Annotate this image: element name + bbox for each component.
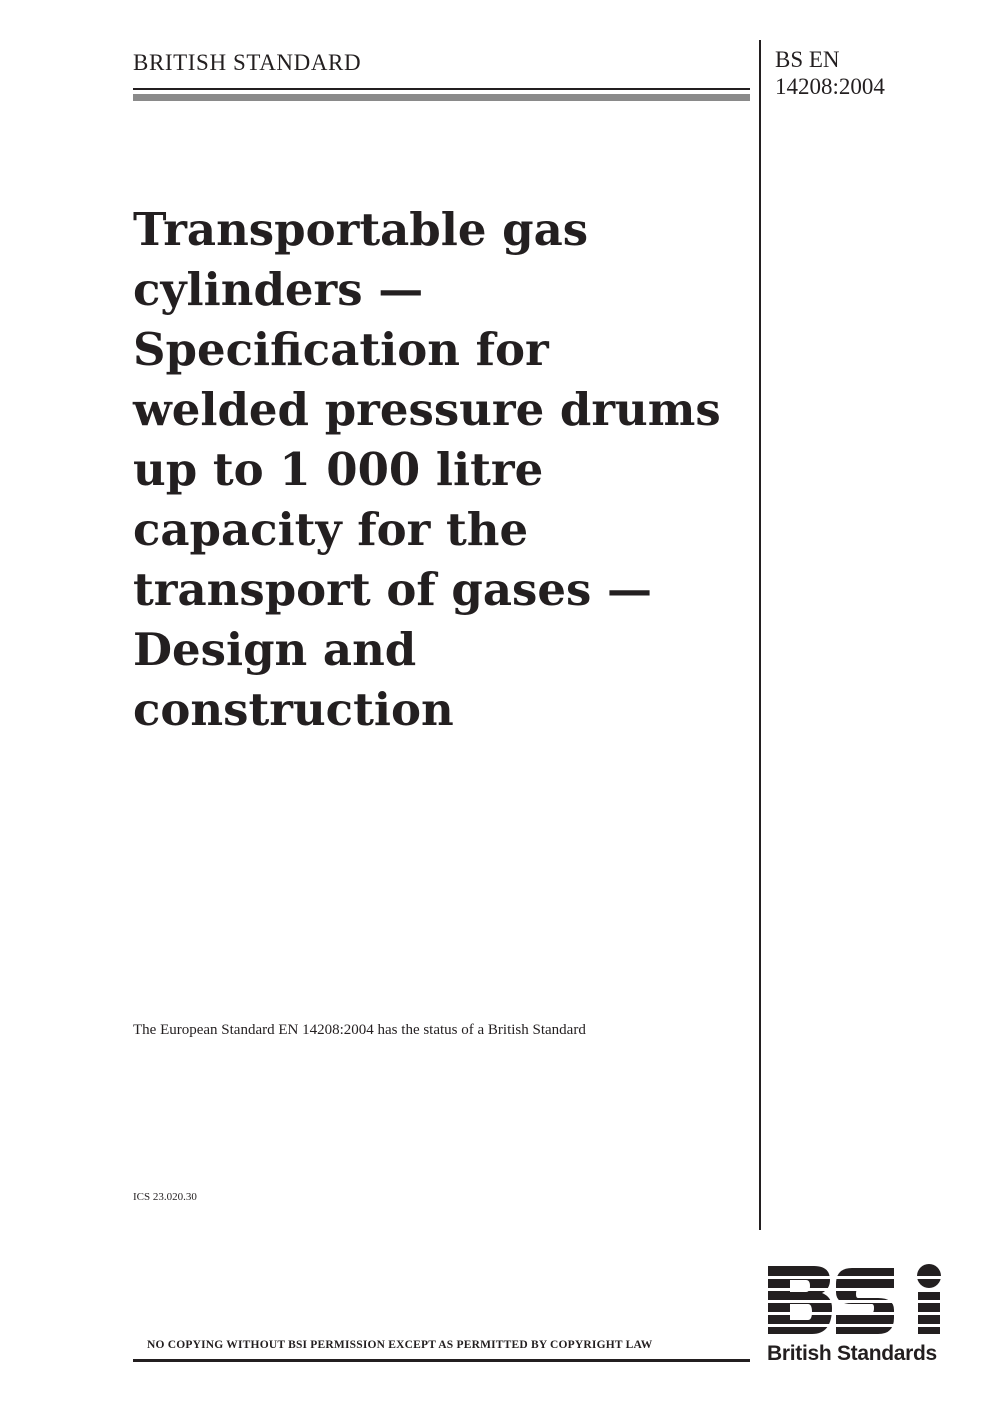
document-title bbox=[133, 200, 753, 740]
header-divider-thick bbox=[133, 94, 750, 101]
title-line: welded pressure drums bbox=[133, 383, 721, 436]
document-type-label: BRITISH STANDARD bbox=[133, 50, 362, 75]
title-line: Design and bbox=[133, 623, 417, 676]
bsi-logo-caption: British Standards bbox=[767, 1342, 937, 1365]
title-line: up to 1 000 litre bbox=[133, 443, 544, 496]
title-line: Specification for bbox=[133, 323, 549, 376]
title-line: transport of gases — bbox=[133, 563, 652, 616]
standard-number-prefix: BS EN bbox=[775, 47, 840, 72]
standard-number bbox=[775, 46, 955, 100]
copyright-notice: NO COPYING WITHOUT BSI PERMISSION EXCEPT AS PERMITTED BY COPYRIGHT LAW bbox=[147, 1339, 653, 1351]
column-divider bbox=[759, 40, 761, 1230]
ics-code: ICS 23.020.30 bbox=[133, 1191, 197, 1203]
header-divider-thin bbox=[133, 88, 750, 90]
standard-number-code: 14208:2004 bbox=[775, 74, 885, 99]
status-note: The European Standard EN 14208:2004 has the status of a British Standard bbox=[133, 1022, 586, 1038]
footer-divider bbox=[133, 1359, 750, 1362]
title-line: Transportable gas bbox=[133, 203, 589, 256]
title-line: construction bbox=[133, 683, 454, 736]
title-line: cylinders — bbox=[133, 263, 424, 316]
title-line: capacity for the bbox=[133, 503, 529, 556]
bsi-logo-i bbox=[917, 1264, 941, 1334]
